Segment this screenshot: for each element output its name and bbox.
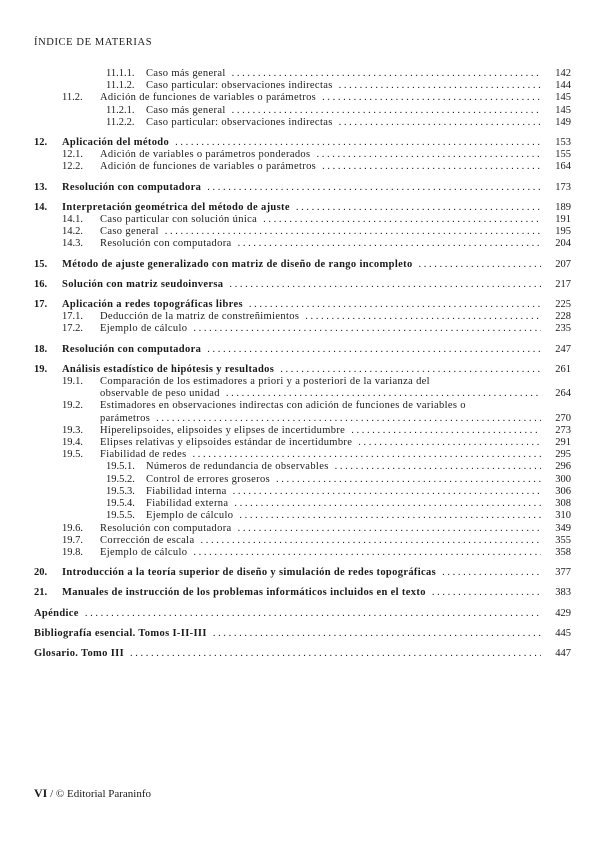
toc-entry[interactable] — [34, 498, 571, 510]
toc-entry-number: 18. — [34, 343, 48, 355]
toc-entry-page: 225 — [555, 299, 571, 311]
toc-entry[interactable] — [34, 474, 571, 486]
toc-entry[interactable] — [34, 105, 571, 117]
dot-leader — [200, 535, 541, 547]
toc-entry-page: 155 — [555, 149, 571, 161]
toc-entry-number: 12.1. — [62, 149, 83, 161]
toc-entry[interactable] — [34, 323, 571, 335]
dot-leader — [229, 279, 541, 291]
dot-leader — [213, 628, 541, 640]
toc-entry-page: 310 — [555, 510, 571, 522]
toc-entry-page: 273 — [555, 424, 571, 436]
toc-entry-number: 19.5.2. — [106, 473, 135, 485]
toc-entry-page: 358 — [555, 546, 571, 558]
toc-entry-number: 21. — [34, 587, 48, 599]
toc-entry[interactable] — [34, 299, 571, 311]
toc-entry-page: 355 — [555, 534, 571, 546]
toc-entry-page: 207 — [555, 258, 571, 270]
dot-leader — [358, 437, 541, 449]
toc-entry-page: 377 — [555, 567, 571, 579]
toc-entry-number: 19.1. — [62, 376, 83, 388]
toc-entry[interactable] — [34, 68, 571, 80]
toc-entry-title: Fiabilidad externa — [146, 498, 229, 510]
toc-entry-page: 145 — [555, 104, 571, 116]
toc-entry-number: 19.8. — [62, 546, 83, 558]
toc-entry-number: 19.5.3. — [106, 485, 135, 497]
dot-leader — [226, 388, 541, 400]
publisher-credit: / © Editorial Paraninfo — [50, 788, 152, 800]
toc-entry-page: 204 — [555, 238, 571, 250]
dot-leader — [85, 608, 541, 620]
toc-entry-title: Adición de funciones de variables o parámetros — [100, 92, 317, 104]
toc-entry-title: Caso más general — [146, 68, 226, 79]
dot-leader — [234, 498, 541, 510]
toc-entry-page: 149 — [555, 116, 571, 128]
toc-entry-title: Resolución con computadora — [62, 181, 202, 193]
toc-entry-title: Corrección de escala — [100, 534, 195, 546]
toc-entry[interactable] — [34, 628, 571, 640]
toc-entry-title: Números de redundancia de observables — [146, 461, 329, 473]
toc-entry-page: 164 — [555, 161, 571, 173]
toc-entry-number: 19.5.5. — [106, 510, 135, 522]
dot-leader — [296, 202, 541, 214]
dot-leader — [316, 149, 541, 161]
toc-entry-title: Comparación de los estimadores a priori y a posteriori de la varianza del — [100, 376, 430, 388]
toc-entry[interactable] — [34, 279, 571, 291]
dot-leader — [339, 117, 541, 129]
toc-entry-title: Caso particular con solución única — [100, 214, 258, 226]
toc-entry[interactable] — [34, 648, 571, 660]
toc-entry-page: 228 — [555, 311, 571, 323]
toc-entry-number: 16. — [34, 278, 48, 290]
toc-entry[interactable] — [34, 80, 571, 92]
toc-entry-title: Fiabilidad interna — [146, 485, 227, 497]
toc-entry-number: 14.2. — [62, 226, 83, 238]
toc-entry-title: Ejemplo de cálculo — [100, 546, 188, 558]
toc-entry-title: Glosario. Tomo III — [34, 647, 125, 659]
toc-entry-number: 19.5. — [62, 449, 83, 461]
dot-leader — [276, 474, 541, 486]
dot-leader — [238, 238, 541, 250]
toc-entry[interactable] — [34, 364, 571, 376]
toc-entry-page: 144 — [555, 80, 571, 92]
toc-entry-page: 217 — [555, 278, 571, 290]
toc-entry-title: Aplicación del método — [62, 137, 170, 149]
toc-entry-title-continued: observable de peso unidad — [100, 388, 220, 400]
toc-entry-page: 296 — [555, 461, 571, 473]
dot-leader — [193, 449, 541, 461]
dot-leader — [339, 80, 541, 92]
toc-entry-number: 11.1.2. — [106, 80, 135, 92]
toc-entry-page: 383 — [555, 587, 571, 599]
page-footer — [34, 786, 151, 801]
toc-entry[interactable] — [34, 202, 571, 214]
toc-entry[interactable] — [34, 238, 571, 250]
toc-entry[interactable] — [34, 510, 571, 522]
toc-entry-page: 189 — [555, 201, 571, 213]
toc-entry[interactable] — [34, 161, 571, 173]
toc-entry[interactable] — [34, 523, 571, 535]
toc-entry-number: 17. — [34, 299, 48, 311]
toc-entry-number: 11.2.1. — [106, 104, 135, 116]
toc-entry-page: 300 — [555, 473, 571, 485]
toc-entry-number: 15. — [34, 258, 48, 270]
toc-entry-page: 429 — [555, 607, 571, 619]
toc-entry-number: 19.5.4. — [106, 498, 135, 510]
toc-entry-title: Estimadores en observaciones indirectas con adición de funciones de variables o — [100, 400, 466, 412]
toc-entry-title: Apéndice — [34, 607, 79, 619]
dot-leader — [305, 311, 541, 323]
toc-entry[interactable] — [34, 449, 571, 461]
toc-entry[interactable] — [34, 567, 571, 579]
toc-entry-title: Adición de funciones de variables o parámetros — [100, 161, 317, 173]
toc-entry-page: 270 — [555, 412, 571, 424]
toc-entry-title: Control de errores groseros — [146, 473, 271, 485]
dot-leader — [239, 510, 541, 522]
dot-leader — [419, 259, 541, 271]
toc-entry-title: Resolución con computadora — [62, 343, 202, 355]
toc-entry-title: Caso particular: observaciones indirectas — [146, 80, 333, 92]
toc-entry[interactable] — [34, 311, 571, 323]
dot-leader — [432, 587, 541, 599]
toc-entry-title: Adición de variables o parámetros ponderados — [100, 149, 311, 161]
dot-leader — [280, 364, 541, 376]
toc-entry-title: Interpretación geométrica del método de ajuste — [62, 201, 290, 213]
dot-leader — [351, 425, 541, 437]
toc-entry-title: Manuales de instrucción de los problemas informáticos incluidos en el texto — [62, 587, 426, 599]
toc-entry[interactable] — [34, 344, 571, 356]
toc-entry-number: 19.6. — [62, 522, 83, 534]
toc-entry-page: 261 — [555, 363, 571, 375]
dot-leader — [233, 486, 541, 498]
toc-entry-page: 445 — [555, 627, 571, 639]
toc-entry-title: Fiabilidad de redes — [100, 449, 187, 461]
toc-entry-number: 17.2. — [62, 323, 83, 335]
page-number: VI — [34, 786, 48, 800]
toc-entry-number: 20. — [34, 567, 48, 579]
toc-entry-title: Método de ajuste generalizado con matriz de diseño de rango incompleto — [62, 258, 413, 270]
toc-entry[interactable] — [34, 117, 571, 129]
dot-leader — [249, 299, 541, 311]
toc-entry[interactable] — [34, 92, 571, 104]
toc-entry-page: 191 — [555, 214, 571, 226]
dot-leader — [322, 161, 541, 173]
toc-entry[interactable] — [34, 376, 571, 400]
toc-entry-page: 247 — [555, 343, 571, 355]
dot-leader — [207, 182, 541, 194]
toc-entry-number: 12.2. — [62, 161, 83, 173]
toc-entry[interactable] — [34, 214, 571, 226]
toc-entry-title: Elipses relativas y elipsoides estándar de incertidumbre — [100, 437, 353, 449]
toc-entry-number: 14.1. — [62, 214, 83, 226]
toc-entry-number: 12. — [34, 137, 48, 149]
toc-entry-title: Caso particular: observaciones indirectas — [146, 116, 333, 128]
toc-entry[interactable] — [34, 587, 571, 599]
toc-entry-number: 11.2. — [62, 92, 83, 104]
toc-entry-number: 14. — [34, 201, 48, 213]
toc-entry-title: Introducción a la teoría superior de diseño y simulación de redes topográficas — [62, 567, 437, 579]
toc-entry-page: 173 — [555, 181, 571, 193]
toc-entry-title: Resolución con computadora — [100, 238, 232, 250]
toc-entry-page: 308 — [555, 498, 571, 510]
toc-entry-number: 11.2.2. — [106, 116, 135, 128]
toc-entry-title: Resolución con computadora — [100, 522, 232, 534]
toc-entry-page: 291 — [555, 437, 571, 449]
toc-entry-page: 235 — [555, 323, 571, 335]
toc-entry-number: 19.7. — [62, 534, 83, 546]
toc-entry-page: 153 — [555, 137, 571, 149]
toc-entry-page: 306 — [555, 485, 571, 497]
toc-entry[interactable] — [34, 486, 571, 498]
dot-leader — [175, 137, 541, 149]
toc-entry-number: 13. — [34, 181, 48, 193]
toc-entry[interactable] — [34, 400, 571, 424]
toc-entry-page: 349 — [555, 522, 571, 534]
toc-entry-title-continued: parámetros — [100, 412, 151, 424]
toc-entry-title: Análisis estadístico de hipótesis y resultados — [62, 363, 275, 375]
toc-entry[interactable] — [34, 137, 571, 149]
table-of-contents — [34, 68, 571, 660]
toc-entry[interactable] — [34, 149, 571, 161]
toc-entry-page: 295 — [555, 449, 571, 461]
dot-leader — [263, 214, 541, 226]
toc-entry-title: Solución con matriz seudoinversa — [62, 278, 224, 290]
dot-leader — [238, 523, 541, 535]
toc-entry-page: 447 — [555, 647, 571, 659]
dot-leader — [442, 567, 541, 579]
toc-entry-title: Caso general — [100, 226, 159, 238]
toc-entry-number: 17.1. — [62, 311, 83, 323]
toc-entry-title: Aplicación a redes topográficas libres — [62, 299, 243, 311]
toc-entry-title: Hiperelipsoides, elipsoides y elipses de incertidumbre — [100, 424, 346, 436]
toc-entry[interactable] — [34, 535, 571, 547]
toc-entry-number: 14.3. — [62, 238, 83, 250]
toc-entry[interactable] — [34, 547, 571, 559]
toc-entry-number: 19.4. — [62, 437, 83, 449]
dot-leader — [193, 323, 541, 335]
toc-entry-page: 145 — [555, 92, 571, 104]
dot-leader — [232, 105, 541, 117]
dot-leader — [156, 413, 541, 425]
toc-entry-number: 11.1.1. — [106, 68, 135, 79]
toc-entry[interactable] — [34, 461, 571, 473]
dot-leader — [193, 547, 541, 559]
toc-entry[interactable] — [34, 425, 571, 437]
toc-entry[interactable] — [34, 259, 571, 271]
toc-entry-number: 19.3. — [62, 424, 83, 436]
toc-entry-number: 19.5.1. — [106, 461, 135, 473]
dot-leader — [335, 461, 541, 473]
toc-entry-title: Ejemplo de cálculo — [146, 510, 234, 522]
toc-entry-page: 195 — [555, 226, 571, 238]
toc-entry-title: Deducción de la matriz de constreñimientos — [100, 311, 300, 323]
toc-entry-number: 19. — [34, 363, 48, 375]
toc-entry[interactable] — [34, 608, 571, 620]
dot-leader — [130, 648, 541, 660]
toc-entry-title: Caso más general — [146, 104, 226, 116]
dot-leader — [322, 92, 541, 104]
running-header: ÍNDICE DE MATERIAS — [34, 37, 153, 48]
toc-entry-title: Ejemplo de cálculo — [100, 323, 188, 335]
toc-entry[interactable] — [34, 182, 571, 194]
toc-entry-title: Bibliografía esencial. Tomos I-II-III — [34, 627, 207, 639]
toc-entry-number: 19.2. — [62, 400, 83, 412]
dot-leader — [207, 344, 541, 356]
toc-entry-page: 142 — [555, 68, 571, 79]
toc-entry-page: 264 — [555, 388, 571, 400]
toc-entry[interactable] — [34, 226, 571, 238]
dot-leader — [165, 226, 541, 238]
toc-entry[interactable] — [34, 437, 571, 449]
dot-leader — [232, 68, 541, 80]
